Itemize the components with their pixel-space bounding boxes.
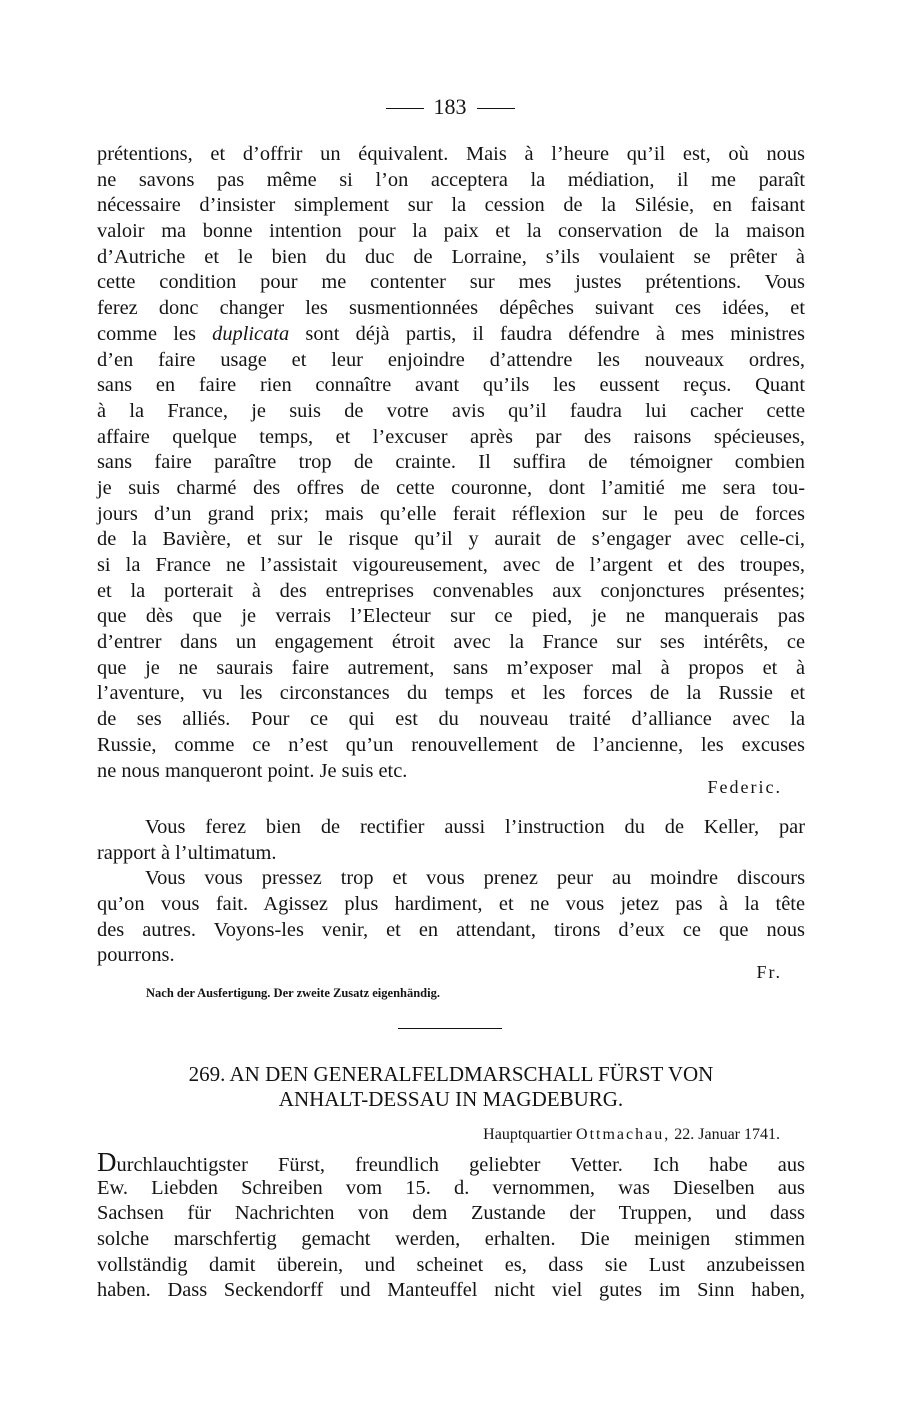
letter-line: ne savons pas même si l’on acceptera la médiation, il me paraît [97,168,805,191]
postscript-line: rapport à l’ultimatum. [97,841,277,864]
letter-heading-line-2: ANHALT-DESSAU IN MAGDEBURG. [278,1087,624,1111]
postscript-text [97,815,805,969]
letter-line: nécessaire d’insister simplement sur la cession de la Silésie, en faisant [97,194,805,217]
letter-line: je suis charmé des offres de cette couronne, dont l’amitié me sera tou- [97,476,805,499]
letter-line: valoir ma bonne intention pour la paix et la conservation de la maison [97,220,805,243]
source-note: Nach der Ausfertigung. Der zweite Zusatz eigenhändig. [146,986,440,1000]
header-dash-right [477,108,515,109]
letter-line: de la Bavière, et sur le risque qu’il y aurait de s’engager avec celle-ci, [97,528,805,551]
section-divider [398,1028,502,1029]
dateline-place: Ottmachau, [576,1126,671,1143]
postscript-line: Vous ferez bien de rectifier aussi l’instruction du de Keller, par [145,816,805,838]
first-line-rest: urchlauchtigster Fürst, freundlich geliebter Vetter. Ich habe aus [116,1154,805,1176]
header-dash-left [386,108,424,109]
letter-line: d’entrer dans un engagement étroit avec la France sur ses intérêts, ce [97,631,805,654]
letter-269-line [97,1147,805,1177]
letter-line: l’aventure, vu les circonstances du temps et les forces de la Russie et [97,682,805,705]
page-number-header [0,92,900,122]
letter-line: que je ne saurais faire autrement, sans m’exposer mal à propos et à [97,656,805,679]
page-number: 183 [433,94,467,119]
letter-line: sans en faire rien connaître avant qu’ils les eussent reçus. Quant [97,374,805,397]
letter-269-line: vollständig damit überein, und scheinet es, dass sie Lust anzubeissen [97,1253,805,1276]
postscript-line: pourrons. [97,944,175,967]
letter-line: sans faire paraître trop de crainte. Il suffira de témoigner combien [97,451,805,474]
letter-heading-line-1: 269. AN DEN GENERALFELDMARSCHALL FÜRST VON [188,1062,714,1086]
letter-269-line: solche marschfertig gemacht werden, erhalten. Die meinigen stimmen [97,1228,805,1251]
dateline-prefix: Hauptquartier [483,1126,573,1143]
letter-line: d’Autriche et le bien du duc de Lorraine, s’ils voulaient se prêter à [97,245,805,268]
letter-line-with-italic [97,322,805,348]
signature-fr: Fr. [756,962,782,982]
letter-line: jours d’un grand prix; mais qu’elle ferait réflexion sur le peu de forces [97,502,805,525]
line-part-after-italic: sont déjà partis, il faudra défendre à mes ministres [289,322,805,345]
postscript-line: qu’on vous fait. Agissez plus hardiment, et ne vous jetez pas à la tête [97,893,805,916]
letter-line: affaire quelque temps, et l’excuser après par des raisons spécieuses, [97,425,805,448]
dateline [483,1124,780,1146]
letter-line: cette condition pour me contenter sur mes justes prétentions. Vous [97,271,805,294]
letter-line: et la porterait à des entreprises convenables aux conjonctures présentes; [97,579,805,602]
letter-269-text [97,1147,805,1304]
main-letter-text [97,142,805,784]
italic-word-duplicata: duplicata [212,322,290,345]
letter-line: prétentions, et d’offrir un équivalent. Mais à l’heure qu’il est, où nous [97,143,805,165]
letter-269-line: haben. Dass Seckendorff und Manteuffel nicht viel gutes im Sinn haben, [97,1279,805,1302]
letter-line: de ses alliés. Pour ce qui est du nouveau traité d’alliance avec la [97,708,805,731]
letter-line: si la France ne l’assistait vigoureusement, avec de l’argent et des troupes, [97,554,805,576]
letter-line: que dès que je verrais l’Electeur sur ce pied, je ne manquerais pas [97,605,805,628]
letter-line: ne nous manqueront point. Je suis etc. [97,759,408,782]
line-part-before-italic: comme les [97,322,213,345]
initial-letter: D [97,1147,117,1177]
postscript-line: des autres. Voyons-les venir, et en attendant, tirons d’eux ce que nous [97,918,805,941]
letter-line: ferez donc changer les susmentionnées dépêches suivant ces idées, et [97,297,805,320]
letter-line: d’en faire usage et leur enjoindre d’attendre les nouveaux ordres, [97,348,805,371]
dateline-date: 22. Januar 1741. [674,1126,780,1143]
letter-line: Russie, comme ce n’est qu’un renouvellement de l’ancienne, les excuses [97,733,805,756]
letter-269-line: Ew. Liebden Schreiben vom 15. d. vernommen, was Dieselben aus [97,1176,805,1199]
postscript-line: Vous vous pressez trop et vous prenez peur au moindre discours [145,867,805,890]
letter-line: à la France, je suis de votre avis qu’il faudra lui cacher cette [97,399,805,422]
signature-federic: Federic. [707,777,782,797]
letter-269-line: Sachsen für Nachrichten von dem Zustande der Truppen, und dass [97,1202,805,1225]
